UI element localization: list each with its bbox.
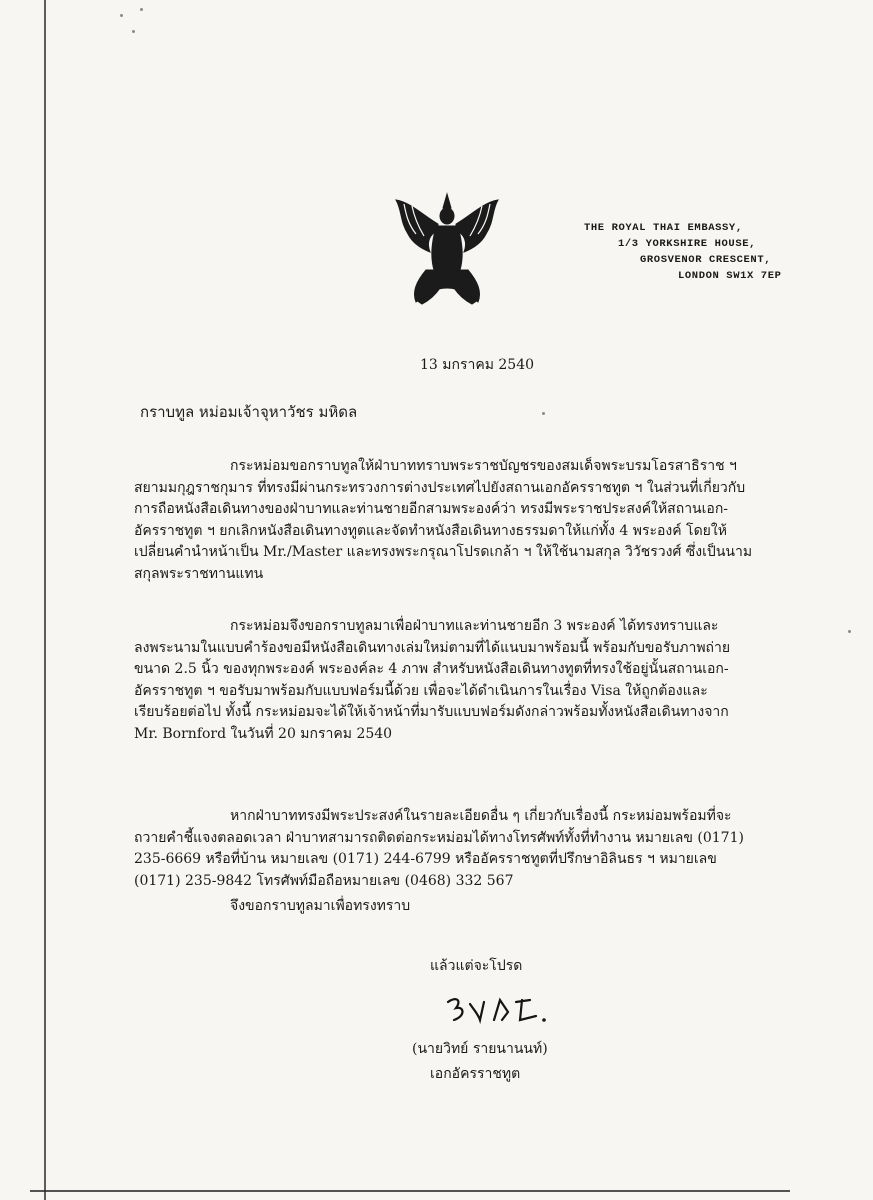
address-line: 1/3 YORKSHIRE HOUSE, xyxy=(618,238,757,250)
paragraph-line: อัครราชทูต ฯ ขอรับมาพร้อมกับแบบฟอร์มนี้ด้วย เพื่อจะได้ดำเนินการในเรื่อง Visa ให้ถูกต้องและ xyxy=(134,682,708,699)
handwritten-signature xyxy=(440,990,560,1030)
paragraph-line: การถือหนังสือเดินทางของฝ่าบาทและท่านชายอีกสามพระองค์ว่า ทรงมีพระราชประสงค์ให้สถานเอก- xyxy=(134,501,729,517)
paragraph-line: ลงพระนามในแบบคำร้องขอมีหนังสือเดินทางเล่มใหม่ตามที่ได้แนบมาพร้อมนี้ พร้อมกับขอรับภาพถ่าย xyxy=(134,639,731,656)
paragraph-line: กระหม่อมจึงขอกราบทูลมาเพื่อฝ่าบาทและท่านชายอีก 3 พระองค์ ได้ทรงทราบและ xyxy=(230,618,719,634)
paragraph-line: ขนาด 2.5 นิ้ว ของทุกพระองค์ พระองค์ละ 4 ภาพ สำหรับหนังสือเดินทางทูตที่ทรงใช้อยู่นั้นสถานเอก- xyxy=(134,661,729,677)
closing-line: จึงขอกราบทูลมาเพื่อทรงทราบ xyxy=(230,898,411,914)
salutation: กราบทูล หม่อมเจ้าจุหาวัชร มหิดล xyxy=(140,403,358,421)
scan-speckle xyxy=(542,412,545,415)
garuda-emblem-icon xyxy=(386,190,508,310)
paragraph-line: เรียบร้อยต่อไป ทั้งนี้ กระหม่อมจะได้ให้เจ้าหน้าที่มารับแบบฟอร์มดังกล่าวพร้อมทั้งหนังสือเดินทางจาก xyxy=(134,704,729,720)
scan-speckle xyxy=(140,8,143,11)
scan-edge-bottom xyxy=(30,1190,790,1192)
paragraph-line: เปลี่ยนคำนำหน้าเป็น Mr./Master และทรงพระกรุณาโปรดเกล้า ฯ ให้ใช้นามสกุล วิวัชรวงศ์ ซึ่งเป็นนาม xyxy=(134,544,753,560)
body-paragraph-1 xyxy=(134,456,774,585)
paragraph-line: 235-6669 หรือที่บ้าน หมายเลข (0171) 244-6799 หรืออัครราชทูตที่ปรึกษาอิลินธร ฯ หมายเลข xyxy=(134,851,717,867)
signer-name: (นายวิทย์ รายนานนท์) xyxy=(412,1041,548,1057)
paragraph-line: สยามมกุฎราชกุมาร ที่ทรงมีผ่านกระทรวงการต่างประเทศไปยังสถานเอกอัครราชทูต ฯ ในส่วนที่เกี่ยวกับ xyxy=(134,479,746,496)
letter-date: 13 มกราคม 2540 xyxy=(420,357,535,373)
paragraph-line: Mr. Bornford ในวันที่ 20 มกราคม 2540 xyxy=(134,725,393,742)
address-line: THE ROYAL THAI EMBASSY, xyxy=(584,222,743,234)
paragraph-line: ถวายคำชี้แจงตลอดเวลา ฝ่าบาทสามารถติดต่อกระหม่อมได้ทางโทรศัพท์ทั้งที่ทำงาน หมายเลข (0171) xyxy=(134,829,744,846)
signer-title: เอกอัครราชทูต xyxy=(430,1066,521,1082)
scan-speckle xyxy=(120,14,123,17)
address-line: GROSVENOR CRESCENT, xyxy=(640,254,772,266)
scan-speckle xyxy=(132,30,135,33)
scan-edge-left xyxy=(44,0,46,1200)
paragraph-line: (0171) 235-9842 โทรศัพท์มือถือหมายเลข (0468) 332 567 xyxy=(134,872,514,889)
valediction: แล้วแต่จะโปรด xyxy=(430,958,523,974)
scan-speckle xyxy=(848,630,851,633)
address-line: LONDON SW1X 7EP xyxy=(678,270,782,282)
paragraph-line: อัครราชทูต ฯ ยกเลิกหนังสือเดินทางทูตและจัดทำหนังสือเดินทางธรรมดาให้แก่ทั้ง 4 พระองค์ โดยให้ xyxy=(134,522,727,539)
body-paragraph-2 xyxy=(134,616,774,745)
paragraph-line: สกุลพระราชทานแทน xyxy=(134,565,264,582)
body-paragraph-3 xyxy=(134,806,774,892)
paragraph-line: หากฝ่าบาททรงมีพระประสงค์ในรายละเอียดอื่น ๆ เกี่ยวกับเรื่องนี้ กระหม่อมพร้อมที่จะ xyxy=(230,808,732,824)
paragraph-line: กระหม่อมขอกราบทูลให้ฝ่าบาททราบพระราชบัญชรของสมเด็จพระบรมโอรสาธิราช ฯ xyxy=(230,458,737,474)
embassy-address xyxy=(584,220,824,284)
